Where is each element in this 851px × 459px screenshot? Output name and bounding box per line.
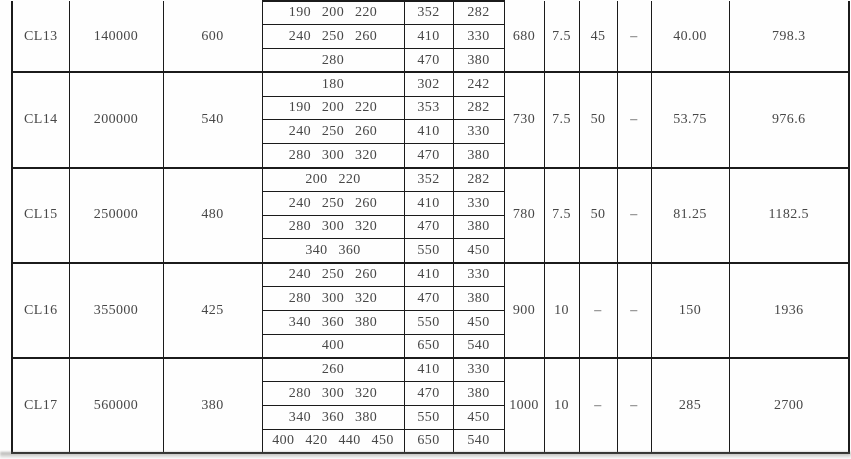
table-row [12,1,849,25]
cell-bore-list: 280 300 320 [262,382,404,406]
cell-spec-3: 50 [579,72,617,167]
cell-bore-list: 340 360 [262,239,404,263]
cell-spec-2: 7.5 [544,72,579,167]
cell-bore-list: 200 220 [262,168,404,192]
cell-capacity: 355000 [69,263,163,358]
cell-spec-1: 1000 [504,358,544,453]
cell-dim-a: 470 [404,144,453,168]
cell-speed: 540 [163,72,262,167]
cell-dim-b: 330 [453,25,504,49]
cell-bore-list: 280 300 320 [262,287,404,311]
table-row [12,168,849,192]
cell-bore-list: 280 [262,49,404,73]
cell-spec-2: 7.5 [544,168,579,263]
cell-bore-list: 340 360 380 [262,310,404,334]
cell-dim-b: 380 [453,49,504,73]
cell-dim-b: 450 [453,310,504,334]
cell-capacity: 560000 [69,358,163,453]
cell-bore-list: 240 250 260 [262,120,404,144]
table-row [12,72,849,96]
cell-dim-a: 353 [404,96,453,120]
cell-spec-3: 50 [579,168,617,263]
cell-model: CL16 [12,263,69,358]
cell-capacity: 140000 [69,1,163,72]
cell-dim-a: 410 [404,358,453,382]
cell-spec-1: 680 [504,1,544,72]
cell-spec-6: 1936 [729,263,849,358]
cell-dim-a: 470 [404,287,453,311]
cell-dim-a: 352 [404,168,453,192]
cell-spec-5: 285 [651,358,729,453]
cell-dim-a: 550 [404,310,453,334]
cell-dim-a: 470 [404,49,453,73]
cell-bore-list: 400 420 440 450 [262,429,404,453]
cell-dim-b: 380 [453,144,504,168]
cell-spec-1: 730 [504,72,544,167]
cell-spec-4: – [617,168,651,263]
cell-dim-b: 330 [453,263,504,287]
cell-dim-a: 410 [404,263,453,287]
cell-dim-a: 470 [404,215,453,239]
cell-dim-b: 242 [453,72,504,96]
cell-spec-1: 900 [504,263,544,358]
cell-speed: 380 [163,358,262,453]
cell-bore-list: 190 200 220 [262,1,404,25]
cell-speed: 425 [163,263,262,358]
cell-dim-b: 282 [453,1,504,25]
cell-spec-3: – [579,263,617,358]
cell-spec-2: 7.5 [544,1,579,72]
cell-dim-b: 380 [453,287,504,311]
cell-dim-b: 282 [453,96,504,120]
cell-dim-a: 410 [404,120,453,144]
cell-model: CL15 [12,168,69,263]
cell-model: CL13 [12,1,69,72]
cell-capacity: 250000 [69,168,163,263]
cell-dim-b: 540 [453,429,504,453]
cell-bore-list: 190 200 220 [262,96,404,120]
cell-dim-b: 282 [453,168,504,192]
cell-bore-list: 280 300 320 [262,215,404,239]
cell-dim-b: 450 [453,406,504,430]
cell-dim-a: 650 [404,334,453,358]
cell-spec-6: 798.3 [729,1,849,72]
cell-spec-1: 780 [504,168,544,263]
cell-speed: 480 [163,168,262,263]
cell-spec-5: 81.25 [651,168,729,263]
cell-bore-list: 400 [262,334,404,358]
cell-dim-a: 352 [404,1,453,25]
cell-bore-list: 240 250 260 [262,191,404,215]
cell-spec-6: 2700 [729,358,849,453]
cell-dim-b: 330 [453,191,504,215]
cell-dim-b: 380 [453,382,504,406]
cell-spec-2: 10 [544,358,579,453]
cell-model: CL14 [12,72,69,167]
cell-bore-list: 240 250 260 [262,25,404,49]
cell-dim-b: 330 [453,358,504,382]
cell-dim-a: 410 [404,25,453,49]
cell-spec-5: 40.00 [651,1,729,72]
cell-bore-list: 280 300 320 [262,144,404,168]
cell-spec-2: 10 [544,263,579,358]
cell-dim-a: 470 [404,382,453,406]
cell-spec-4: – [617,1,651,72]
cell-dim-b: 380 [453,215,504,239]
cell-capacity: 200000 [69,72,163,167]
cell-spec-3: 45 [579,1,617,72]
cell-dim-a: 550 [404,406,453,430]
cell-model: CL17 [12,358,69,453]
cell-dim-b: 540 [453,334,504,358]
cell-spec-4: – [617,263,651,358]
cell-dim-a: 302 [404,72,453,96]
cell-bore-list: 260 [262,358,404,382]
cell-dim-a: 550 [404,239,453,263]
spec-table-body [12,1,849,453]
table-row [12,358,849,382]
cell-bore-list: 240 250 260 [262,263,404,287]
spec-table [11,0,850,454]
cell-spec-4: – [617,72,651,167]
cell-spec-5: 53.75 [651,72,729,167]
cell-spec-3: – [579,358,617,453]
cell-speed: 600 [163,1,262,72]
cell-bore-list: 340 360 380 [262,406,404,430]
table-row [12,263,849,287]
cell-dim-a: 650 [404,429,453,453]
cell-spec-6: 976.6 [729,72,849,167]
cell-bore-list: 180 [262,72,404,96]
cell-dim-b: 450 [453,239,504,263]
cell-spec-5: 150 [651,263,729,358]
cell-spec-6: 1182.5 [729,168,849,263]
cell-spec-4: – [617,358,651,453]
cell-dim-a: 410 [404,191,453,215]
cell-dim-b: 330 [453,120,504,144]
